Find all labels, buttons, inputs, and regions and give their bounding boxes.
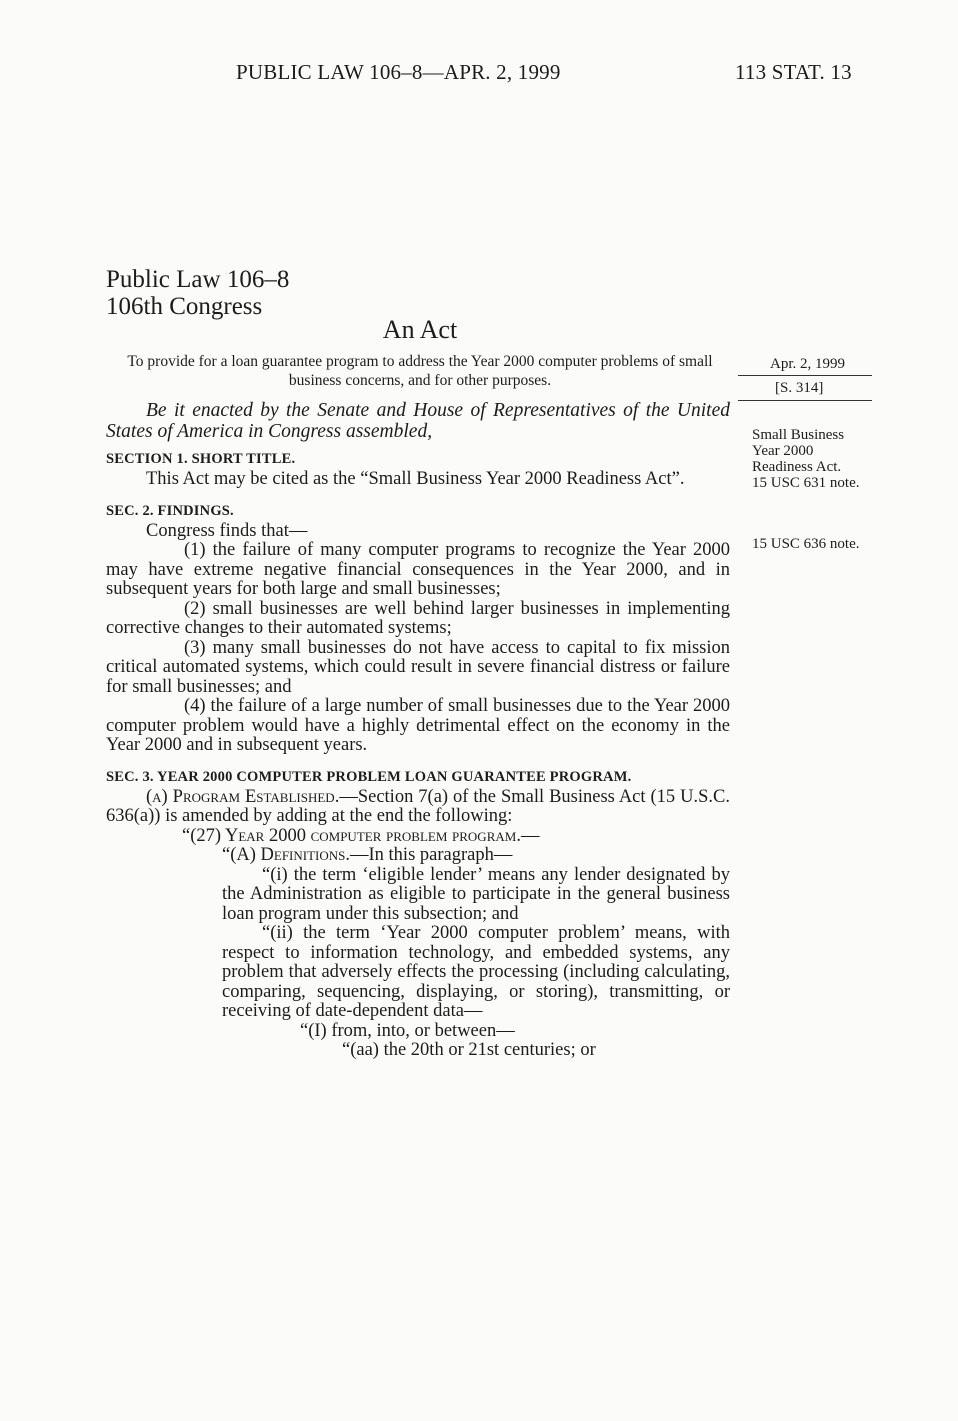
finding-item: (1) the failure of many computer programs to recognize the Year 2000 may have extreme negative financial consequences in the Year 2000, and in subsequent years for both large and small businesses; <box>106 540 730 599</box>
margin-note-line: Year 2000 <box>752 443 814 459</box>
act-heading: An Act <box>382 315 458 344</box>
margin-bill-number: [S. 314] <box>775 380 824 396</box>
congress-number: 106th Congress <box>106 293 263 320</box>
margin-rule-top <box>738 375 872 376</box>
margin-note-line: Readiness Act. <box>752 459 842 475</box>
enacting-clause: Be it enacted by the Senate and House of Representatives of the United States of America in Congress assembled, <box>106 400 730 442</box>
paragraph-27-label: “(27) Year 2000 computer problem program. <box>182 825 521 846</box>
finding-item: (3) many small businesses do not have access to capital to fix mission critical automated systems, which could result in severe financial distress or failure for small businesses; and <box>106 637 730 697</box>
margin-rule-bottom <box>738 400 872 401</box>
section-3-heading: SEC. 3. YEAR 2000 COMPUTER PROBLEM LOAN GUARANTEE PROGRAM. <box>106 768 632 785</box>
subsection-a-text: —Section 7(a) of the Small Business Act (15 U.S.C. 636(a)) is amended by adding at the end the following: <box>106 786 730 826</box>
definitions-list <box>106 866 730 1022</box>
subsection-a-label: (a) Program Established. <box>146 786 340 807</box>
section-1-heading: SECTION 1. SHORT TITLE. <box>106 451 296 467</box>
margin-short-title-note <box>752 427 882 491</box>
running-head-left: PUBLIC LAW 106–8—APR. 2, 1999 <box>236 60 561 84</box>
finding-item: (2) small businesses are well behind larger businesses in implementing corrective changes to their automated systems; <box>106 598 730 638</box>
purpose-statement: To provide for a loan guarantee program to address the Year 2000 computer problems of small business concerns, and for other purposes. <box>127 353 713 389</box>
subparagraph-a <box>106 846 730 866</box>
paragraph-27-heading <box>106 827 730 847</box>
subsection-a <box>106 788 730 827</box>
section-2-heading: SEC. 2. FINDINGS. <box>106 502 234 519</box>
margin-note-line: 15 USC 631 note. <box>752 475 860 491</box>
subparagraph-a-label: “(A) Definitions. <box>222 845 350 865</box>
act-body <box>106 400 730 1061</box>
law-number: Public Law 106–8 <box>106 266 290 293</box>
finding-item: (4) the failure of a large number of small businesses due to the Year 2000 computer problem would have a highly detrimental effect on the economy in the Year 2000 and in subsequent years. <box>106 696 730 755</box>
page-number: 113 STAT. 13 <box>735 60 852 84</box>
margin-date: Apr. 2, 1999 <box>770 356 845 372</box>
margin-note-line: Small Business <box>752 427 845 443</box>
margin-findings-note: 15 USC 636 note. <box>752 536 860 552</box>
definition-i: “(i) the term ‘eligible lender’ means any lender designated by the Administration as eligible to participate in the general business loan program under this subsection; and <box>222 864 730 924</box>
subclause-I: “(I) from, into, or between— <box>300 1020 515 1041</box>
paragraph-27-dash: — <box>520 825 540 846</box>
item-aa: “(aa) the 20th or 21st centuries; or <box>342 1040 596 1060</box>
section-1-text: This Act may be cited as the “Small Business Year 2000 Readiness Act”. <box>146 469 685 489</box>
subparagraph-a-text: —In this paragraph— <box>350 845 513 865</box>
section-2-intro: Congress finds that— <box>146 520 308 541</box>
definition-ii: “(ii) the term ‘Year 2000 computer problem’ means, with respect to information technology, and embedded systems, any problem that adversely effects the processing (including calculating, comparing, sequencing, displaying, or storing), transmitting, or receiving of date-dependent data— <box>222 923 730 1021</box>
